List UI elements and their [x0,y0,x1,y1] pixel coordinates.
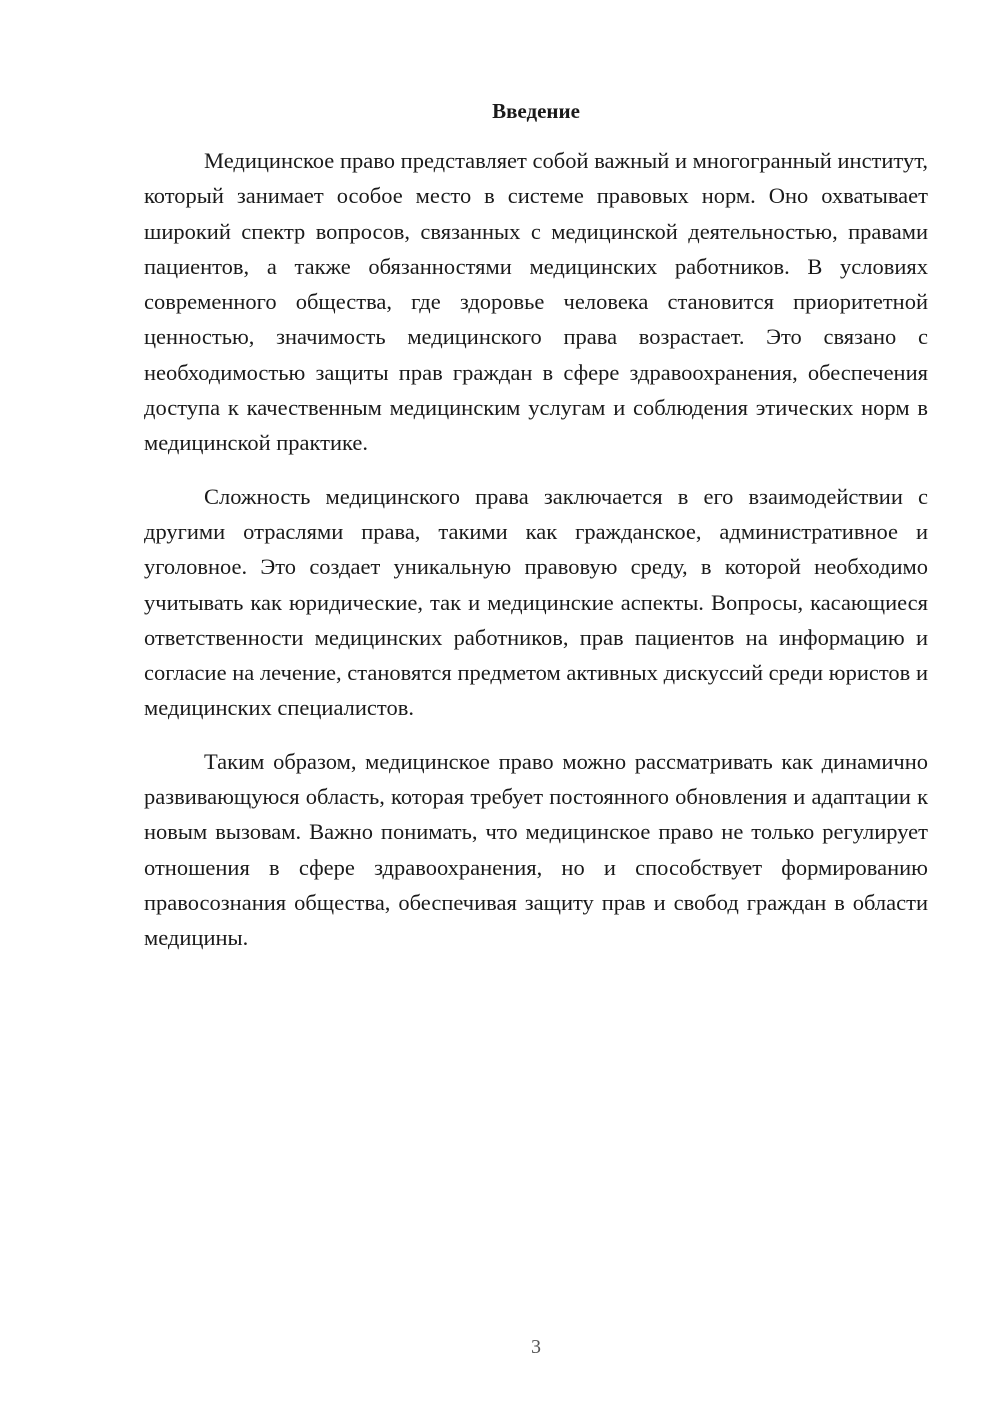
page-number: 3 [531,1336,541,1358]
paragraph-1: Медицинское право представляет собой важный и многогранный институт, который занимает особое место в системе правовых норм. Оно охватывает широкий спектр вопросов, связанных с медицинской деятельностью, правами пациентов, а также обязанностями медицинских работников. В условиях современного общества, где здоровье человека становится приоритетной ценностью, значимость медицинского права возрастает. Это связано с необходимостью защиты прав граждан в сфере здравоохранения, обеспечения доступа к качественным медицинским услугам и соблюдения этических норм в медицинской практике. [144,148,928,456]
body-text [144,143,928,956]
section-heading: Введение [492,99,580,123]
paragraph-2: Сложность медицинского права заключается в его взаимодействии с другими отраслями права, такими как гражданское, административное и уголовное. Это создает уникальную правовую среду, в которой необходимо учитывать как юридические, так и медицинские аспекты. Вопросы, касающиеся ответственности медицинских работников, прав пациентов на информацию и согласие на лечение, становятся предметом активных дискуссий среди юристов и медицинских специалистов. [144,483,928,721]
paragraph-3: Таким образом, медицинское право можно рассматривать как динамично развивающуюся область, которая требует постоянного обновления и адаптации к новым вызовам. Важно понимать, что медицинское право не только регулирует отношения в сфере здравоохранения, но и способствует формированию правосознания общества, обеспечивая защиту прав и свобод граждан в области медицины. [144,748,928,951]
